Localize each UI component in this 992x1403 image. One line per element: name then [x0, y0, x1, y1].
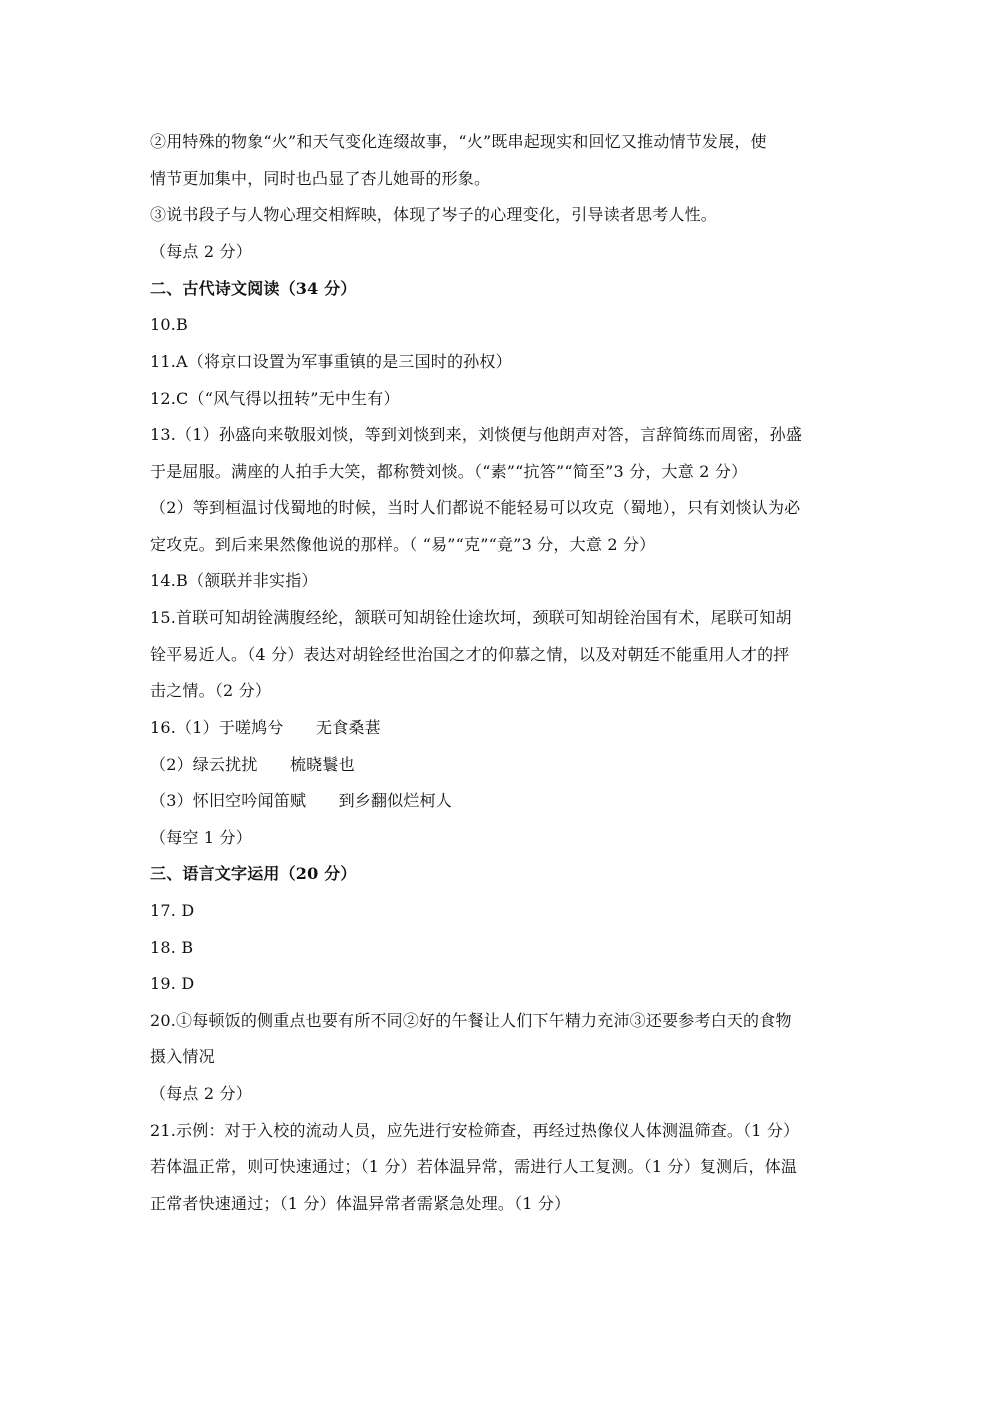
section-heading: 二、古代诗文阅读（34 分） [150, 279, 357, 298]
text-line: 10.B [150, 315, 189, 334]
text-line: 16.（1）于嗟鸠兮 无食桑葚 [150, 718, 381, 737]
text-line: 摄入情况 [150, 1047, 215, 1066]
text-line: 13.（1）孙盛向来敬服刘惔，等到刘惔到来，刘惔便与他朗声对答，言辞简练而周密，孙盛 [150, 425, 803, 444]
text-line: （每空 1 分） [150, 828, 252, 847]
text-line: 正常者快速通过；（1 分）体温异常者需紧急处理。（1 分） [150, 1194, 571, 1213]
text-line: 定攻克。到后来果然像他说的那样。（ “易”“克”“竟”3 分，大意 2 分） [150, 535, 656, 554]
text-line: 20.①每顿饭的侧重点也要有所不同②好的午餐让人们下午精力充沛③还要参考白天的食物 [150, 1011, 792, 1030]
text-line: 19. D [150, 974, 195, 993]
text-line: 11.A（将京口设置为军事重镇的是三国时的孙权） [150, 352, 512, 371]
text-line: 若体温正常，则可快速通过；（1 分）若体温异常，需进行人工复测。（1 分）复测后，体温 [150, 1157, 798, 1176]
text-line: 击之情。（2 分） [150, 681, 272, 700]
text-line: 21.示例：对于入校的流动人员，应先进行安检筛查，再经过热像仪人体测温筛查。（1 分） [150, 1121, 800, 1140]
text-line: ③说书段子与人物心理交相辉映，体现了岑子的心理变化，引导读者思考人性。 [150, 205, 718, 224]
text-line: 17. D [150, 901, 195, 920]
text-line: 于是屈服。满座的人拍手大笑，都称赞刘惔。（“素”“抗答”“简至”3 分，大意 2 分） [150, 462, 748, 481]
text-line: 18. B [150, 938, 194, 957]
text-line: （每点 2 分） [150, 242, 252, 261]
text-line: （2）等到桓温讨伐蜀地的时候，当时人们都说不能轻易可以攻克（蜀地），只有刘惔认为必 [150, 498, 801, 517]
text-line: （3）怀旧空吟闻笛赋 到乡翻似烂柯人 [150, 791, 452, 810]
text-line: 12.C（“风气得以扭转”无中生有） [150, 389, 400, 408]
text-line: ②用特殊的物象“火”和天气变化连缀故事，“火”既串起现实和回忆又推动情节发展，使 [150, 132, 767, 151]
text-line: 15.首联可知胡铨满腹经纶，颔联可知胡铨仕途坎坷，颈联可知胡铨治国有术，尾联可知胡 [150, 608, 792, 627]
text-line: 铨平易近人。（4 分）表达对胡铨经世治国之才的仰慕之情，以及对朝廷不能重用人才的抨 [150, 645, 790, 664]
text-line: 14.B（颔联并非实指） [150, 571, 318, 590]
text-line: （2）绿云扰扰 梳晓鬟也 [150, 755, 355, 774]
section-heading: 三、语言文字运用（20 分） [150, 864, 357, 883]
text-line: （每点 2 分） [150, 1084, 252, 1103]
text-line: 情节更加集中，同时也凸显了杏儿她哥的形象。 [150, 169, 491, 188]
